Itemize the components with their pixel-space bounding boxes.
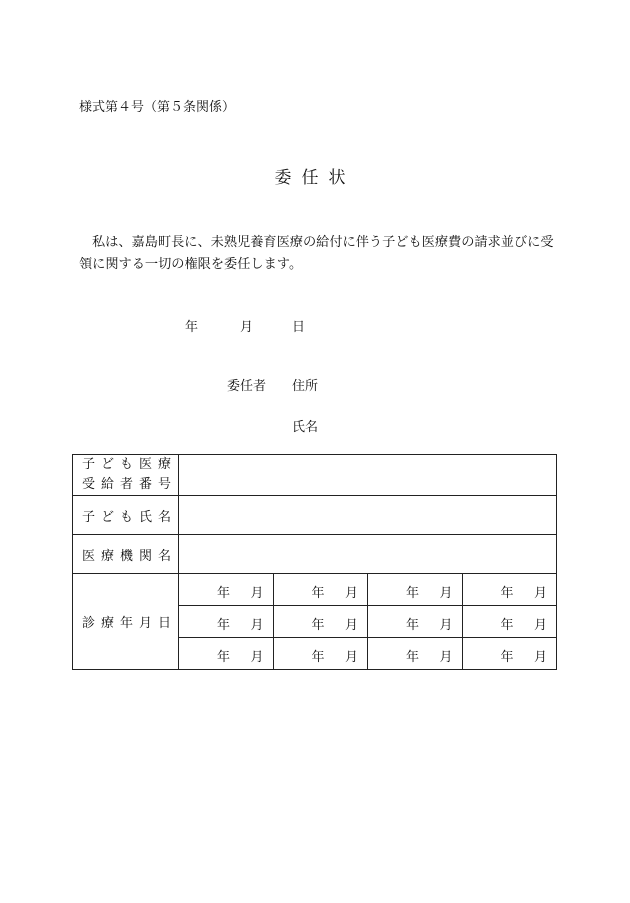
address-label: 住所	[292, 379, 319, 394]
treatment-date-field[interactable]	[368, 638, 463, 670]
year-char: 年	[406, 618, 420, 633]
date-month-label: 月	[240, 320, 254, 335]
year-char: 年	[217, 618, 231, 633]
year-char: 年	[217, 586, 231, 601]
document-title: 委任状	[274, 168, 356, 188]
recipient-number-label-line1: 子ども医療	[82, 457, 178, 472]
treatment-date-field[interactable]	[273, 606, 368, 638]
year-char: 年	[500, 586, 514, 601]
treatment-date-field[interactable]	[179, 638, 274, 670]
year-char: 年	[500, 650, 514, 665]
treatment-date-field[interactable]	[368, 606, 463, 638]
month-char: 月	[533, 586, 547, 601]
treatment-date-field[interactable]	[462, 606, 557, 638]
treatment-date-field[interactable]	[462, 574, 557, 606]
month-char: 月	[439, 618, 453, 633]
year-char: 年	[500, 618, 514, 633]
table-row-treatment-date-1	[73, 574, 557, 606]
table-row-institution	[73, 535, 557, 574]
proxy-label: 委任者	[227, 379, 267, 394]
month-char: 月	[439, 650, 453, 665]
treatment-date-field[interactable]	[273, 574, 368, 606]
table-row-recipient-number	[73, 455, 557, 496]
child-name-label: 子ども氏名	[73, 496, 179, 535]
year-char: 年	[217, 650, 231, 665]
table-row-child-name	[73, 496, 557, 535]
month-char: 月	[250, 586, 264, 601]
treatment-date-label: 診療年月日	[73, 574, 179, 670]
month-char: 月	[344, 618, 358, 633]
recipient-number-label	[73, 455, 179, 496]
month-char: 月	[250, 650, 264, 665]
treatment-date-field[interactable]	[462, 638, 557, 670]
recipient-number-field[interactable]	[179, 455, 557, 496]
month-char: 月	[344, 650, 358, 665]
info-table	[72, 454, 557, 670]
year-char: 年	[406, 650, 420, 665]
year-char: 年	[311, 586, 325, 601]
treatment-date-field[interactable]	[273, 638, 368, 670]
month-char: 月	[439, 586, 453, 601]
institution-label: 医療機関名	[73, 535, 179, 574]
treatment-date-field[interactable]	[179, 574, 274, 606]
delegation-statement: 私は、嘉島町長に、未熟児養育医療の給付に伴う子ども医療費の請求並びに受領に関する一切の権限を委任します。	[79, 235, 554, 272]
date-year-label: 年	[185, 320, 199, 335]
year-char: 年	[311, 650, 325, 665]
form-number: 様式第４号（第５条関係）	[79, 100, 236, 115]
month-char: 月	[250, 618, 264, 633]
date-day-label: 日	[292, 320, 306, 335]
treatment-date-field[interactable]	[179, 606, 274, 638]
treatment-date-field[interactable]	[368, 574, 463, 606]
year-char: 年	[311, 618, 325, 633]
month-char: 月	[533, 618, 547, 633]
recipient-number-label-line2: 受給者番号	[82, 477, 178, 492]
year-char: 年	[406, 586, 420, 601]
name-label: 氏名	[292, 420, 319, 435]
child-name-field[interactable]	[179, 496, 557, 535]
month-char: 月	[533, 650, 547, 665]
month-char: 月	[344, 586, 358, 601]
institution-field[interactable]	[179, 535, 557, 574]
